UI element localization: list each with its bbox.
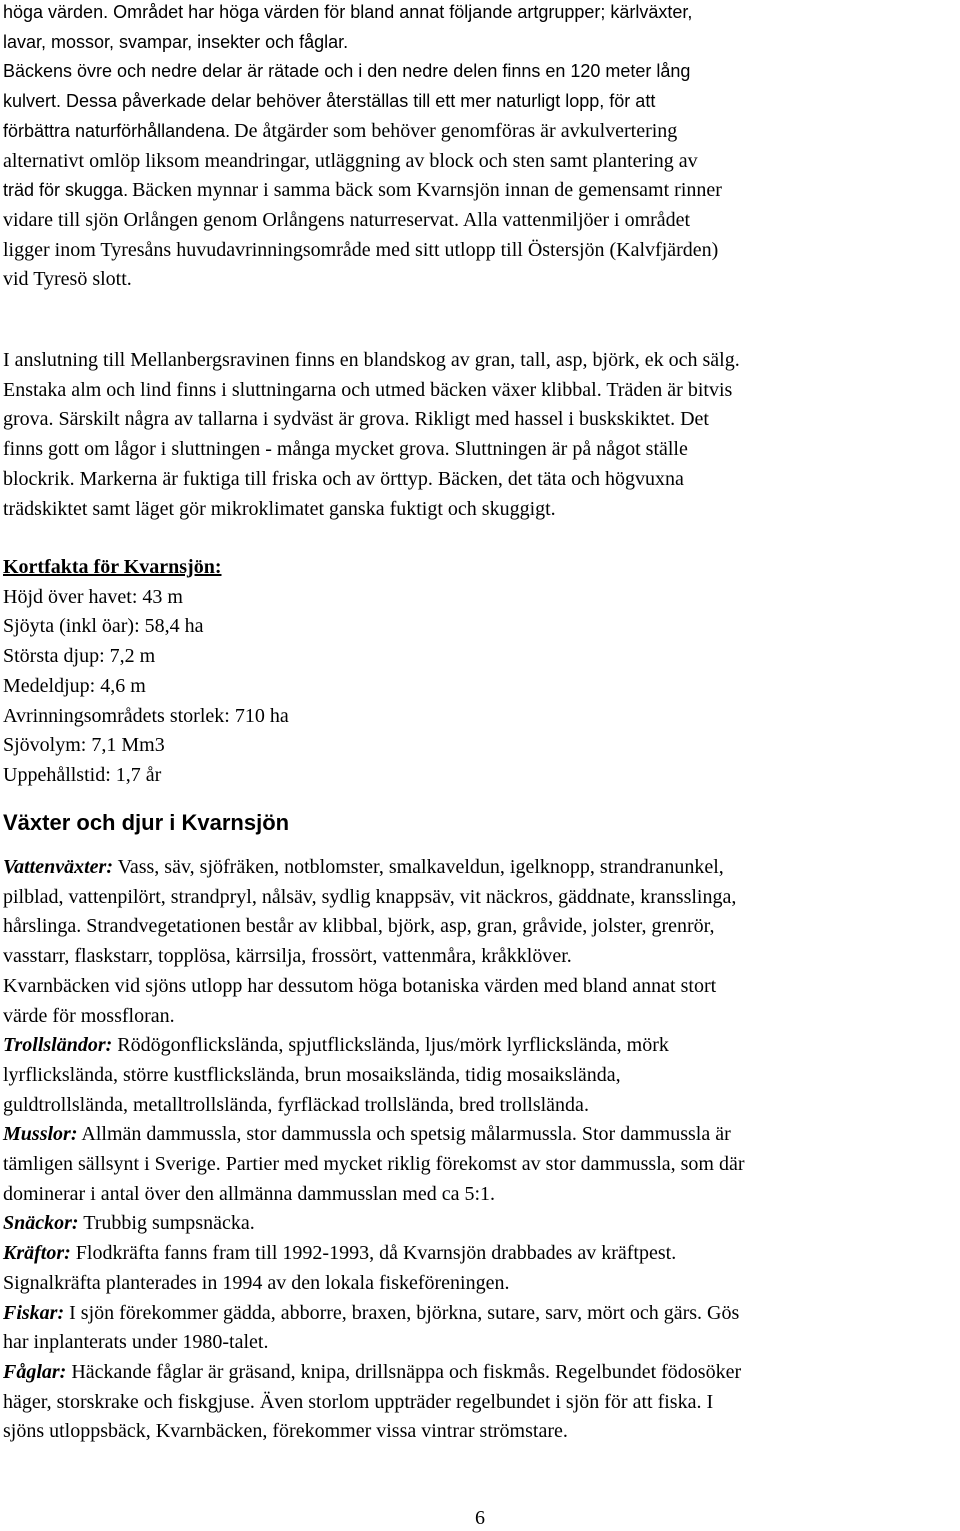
intro-line-8a: vidare till sjön Orlången genom Orlångens naturreservat.: [3, 208, 459, 231]
kraft-line-1: [3, 1239, 960, 1269]
fact-item: Sjöyta (inkl öar): 58,4 ha: [3, 615, 204, 638]
kraft-label: Kräftor:: [3, 1242, 71, 1265]
fagl-line-1: [3, 1358, 960, 1388]
intro-line-5: [3, 117, 960, 147]
snack-line-1: [3, 1209, 960, 1239]
mussl-line-3: dominerar i antal över den allmänna dammusslan med ca 5:1.: [3, 1182, 496, 1205]
troll-text-1: Rödögonflickslända, spjutflickslända, ljus/mörk lyrflickslända, mörk: [112, 1034, 669, 1057]
fact-item: Medeldjup: 4,6 m: [3, 674, 146, 697]
vatten-line-2: pilblad, vattenpilört, strandpryl, nålsäv, sydlig knappsäv, vit näckros, gäddnate, kransslinga,: [3, 885, 737, 908]
troll-line-2: lyrflickslända, större kustflickslända, brun mosaikslända, tidig mosaikslända,: [3, 1063, 621, 1086]
forest-line-6: trädskiktet samt läget gör mikroklimatet ganska fuktigt och skuggigt.: [3, 497, 556, 520]
fisk-line-1: [3, 1299, 960, 1329]
facts-block: [3, 553, 960, 791]
mussl-text-1: Allmän dammussla, stor dammussla och spetsig målarmussla. Stor dammussla är: [77, 1123, 731, 1146]
intro-line-1: höga värden. Området har höga värden för bland annat följande artgrupper; kärlväxter,: [3, 2, 693, 22]
fact-item: Uppehållstid: 1,7 år: [3, 763, 162, 786]
forest-line-5: blockrik. Markerna är fuktiga till friska och av örttyp. Bäcken, det täta och högvuxna: [3, 467, 684, 490]
fisk-label: Fiskar:: [3, 1301, 65, 1324]
vatten-line-3: hårslinga. Strandvegetationen består av klibbal, björk, asp, gran, gråvide, jolster, grenrör,: [3, 915, 715, 938]
troll-label: Trollsländor:: [3, 1034, 113, 1057]
kraft-text-1: Flodkräfta fanns fram till 1992-1993, då Kvarnsjön drabbades av kräftpest.: [70, 1242, 677, 1265]
fagl-line-2: häger, storskrake och fiskgjuse. Även storlom uppträder regelbundet i sjön för att fiska. I: [3, 1390, 714, 1413]
vatten-line-1: [3, 853, 960, 883]
fagl-label: Fåglar:: [3, 1360, 67, 1383]
forest-line-4: finns gott om lågor i sluttningen - många mycket grova. Sluttningen är på något ställe: [3, 438, 688, 461]
kraft-line-2: Signalkräfta planterades in 1994 av den lokala fiskeföreningen.: [3, 1271, 510, 1294]
intro-line-4: kulvert. Dessa påverkade delar behöver återställas till ett mer naturligt lopp, för att: [3, 91, 656, 112]
fisk-line-2: har inplanterats under 1980-talet.: [3, 1331, 269, 1354]
intro-line-5b: De åtgärder som behöver genomföras är avkulvertering: [234, 119, 678, 142]
forest-line-1: I anslutning till Mellanbergsravinen finns en blandskog av gran, tall, asp, björk, ek och sälg.: [3, 349, 740, 371]
mussl-line-1: [3, 1120, 960, 1150]
vatten-line-4: vasstarr, flaskstarr, topplösa, kärrsilja, frossört, vattenmåra, kråkklöver.: [3, 945, 572, 968]
intro-line-8: [3, 206, 960, 236]
mussl-label: Musslor:: [3, 1123, 78, 1146]
fagl-text-1: Häckande fåglar är gräsand, knipa, drillsnäppa och fiskmås. Regelbundet födosöker: [66, 1360, 742, 1383]
fagl-line-3: sjöns utloppsbäck, Kvarnbäcken, förekommer vissa vintrar strömstare.: [3, 1420, 568, 1443]
intro-line-10: vid Tyresö slott.: [3, 268, 132, 291]
species-block: [3, 853, 960, 1447]
facts-heading: Kortfakta för Kvarnsjön:: [3, 556, 222, 578]
intro-line-2: lavar, mossor, svampar, insekter och fåglar.: [3, 31, 349, 52]
troll-line-3: guldtrollslända, metalltrollslända, fyrfläckad trollslända, bred trollslända.: [3, 1093, 589, 1116]
forest-line-3: grova. Särskilt några av tallarna i sydväst är grova. Rikligt med hassel i buskskiktet. Det: [3, 408, 709, 431]
page-number: 6: [475, 1507, 485, 1529]
fact-item: Sjövolym: 7,1 Mm3: [3, 734, 165, 757]
snack-text-1: Trubbig sumpsnäcka.: [78, 1212, 255, 1235]
fact-item: Höjd över havet: 43 m: [3, 585, 183, 608]
fact-item: Avrinningsområdets storlek: 710 ha: [3, 704, 289, 727]
intro-line-6: alternativt omlöp liksom meandringar, utläggning av block och sten samt plantering av: [3, 149, 698, 172]
forest-line-2: Enstaka alm och lind finns i sluttningarna och utmed bäcken växer klibbal. Träden är bitvis: [3, 378, 733, 401]
vatten-line-5: Kvarnbäcken vid sjöns utlopp har dessutom höga botaniska värden med bland annat stort: [3, 974, 717, 997]
section-title: Växter och djur i Kvarnsjön: [3, 810, 290, 835]
intro-line-9: ligger inom Tyresåns huvudavrinningsområde med sitt utlopp till Östersjön (Kalvfjärden): [3, 238, 719, 261]
snack-label: Snäckor:: [3, 1212, 79, 1235]
intro-line-3: Bäckens övre och nedre delar är rätade och i den nedre delen finns en 120 meter lång: [3, 61, 691, 82]
intro-line-7: [3, 176, 960, 206]
fisk-text-1: I sjön förekommer gädda, abborre, braxen, björkna, sutare, sarv, mört och gärs. Gös: [64, 1301, 740, 1324]
mussl-line-2: tämligen sällsynt i Sverige. Partier med mycket riklig förekomst av stor dammussla, som där: [3, 1153, 745, 1176]
forest-paragraph: [3, 346, 960, 524]
troll-line-1: [3, 1031, 960, 1061]
intro-paragraph: [3, 0, 960, 295]
section-title-block: [3, 808, 960, 838]
vatten-line-6: värde för mossfloran.: [3, 1004, 175, 1027]
intro-line-8b: Alla vattenmiljöer i området: [462, 208, 691, 231]
vatten-text-1: Vass, säv, sjöfräken, notblomster, smalkaveldun, igelknopp, strandranunkel,: [113, 856, 724, 878]
intro-line-7b: Bäcken mynnar i samma bäck som Kvarnsjön innan de gemensamt rinner: [132, 179, 722, 202]
vatten-label: Vattenväxter:: [3, 856, 113, 878]
intro-line-5a: förbättra naturförhållandena.: [3, 120, 231, 141]
fact-item: Största djup: 7,2 m: [3, 645, 156, 668]
intro-line-7a: träd för skugga.: [3, 180, 129, 201]
